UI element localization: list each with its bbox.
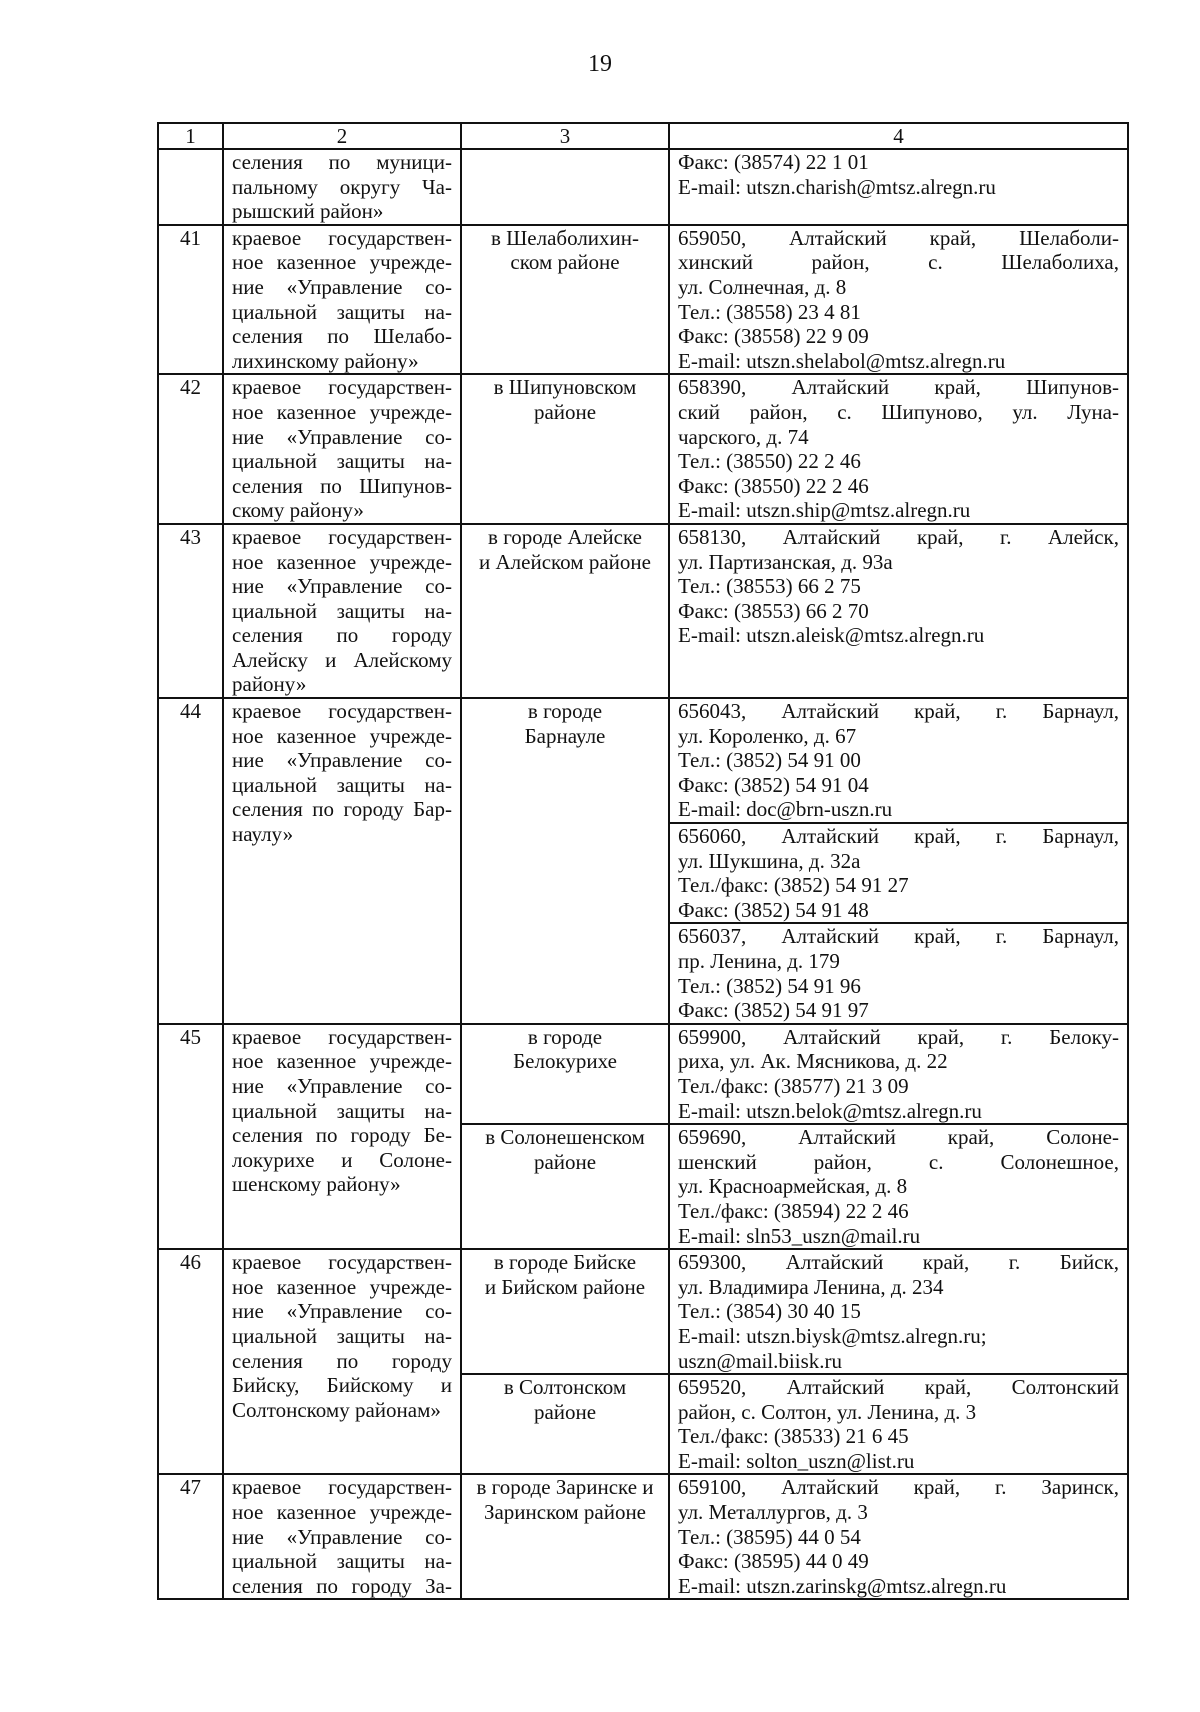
service-area-line: и Бийском районе (484, 1274, 646, 1299)
contact-line: 659520, Алтайский край, Солтонский (678, 1375, 1119, 1400)
contact-line: Тел.: (3852) 54 91 00 (678, 748, 861, 773)
organization-cell (223, 374, 461, 524)
contact-line: E-mail: utszn.zarinskg@mtsz.alregn.ru (678, 1573, 1007, 1598)
organization-line: краевое государствен- (232, 1024, 452, 1049)
organization-line: селения по муници- (232, 150, 452, 174)
organization-line: ние «Управление со- (232, 1299, 452, 1324)
contacts-cell (669, 149, 1128, 225)
organization-line: ние «Управление со- (232, 1524, 452, 1549)
organization-line: скому району» (232, 498, 364, 523)
contact-line: 659900, Алтайский край, г. Белоку- (678, 1024, 1119, 1049)
service-area-cell (461, 1124, 669, 1249)
organization-line: ное казенное учрежде- (232, 1049, 452, 1074)
contacts-cell (669, 1024, 1128, 1124)
organization-line: Солтонскому районам» (232, 1397, 441, 1422)
organization-line: селения по городу Бар- (232, 797, 452, 822)
contact-line: E-mail: solton_uszn@list.ru (678, 1448, 915, 1473)
header-row (158, 123, 1128, 149)
table-row (158, 225, 1128, 375)
service-area-line: районе (533, 1399, 597, 1424)
contact-line: Тел./факс: (38577) 21 3 09 (678, 1073, 909, 1098)
table-header (158, 123, 1128, 149)
contacts-cell (669, 225, 1128, 375)
contact-line: ул. Шукшина, д. 32а (678, 848, 861, 873)
table-row (158, 1474, 1128, 1599)
contact-line: Факс: (38553) 66 2 70 (678, 598, 869, 623)
organization-line: ние «Управление со- (232, 424, 452, 449)
contact-line: 658390, Алтайский край, Шипунов- (678, 375, 1119, 400)
service-area-line: в городе (527, 1024, 603, 1049)
organization-line: наулу» (232, 822, 294, 847)
contact-line: Тел./факс: (3852) 54 91 27 (678, 873, 909, 898)
service-area-line: в Солтонском (503, 1375, 627, 1400)
contact-line: пр. Ленина, д. 179 (678, 949, 840, 973)
institutions-table (157, 122, 1129, 1600)
service-area-line: в городе Бийске (493, 1250, 637, 1275)
contacts-cell (669, 1374, 1128, 1474)
service-area-line: ском районе (510, 250, 620, 275)
page-number: 19 (588, 51, 612, 77)
organization-line: району» (232, 672, 307, 697)
contact-line: район, с. Солтон, ул. Ленина, д. 3 (678, 1399, 977, 1424)
table-row (158, 524, 1128, 698)
organization-cell (223, 1024, 461, 1249)
organization-line: циальной защиты на- (232, 299, 452, 324)
contacts-cell (669, 1249, 1128, 1374)
table-body (158, 149, 1128, 1599)
contacts-cell (669, 524, 1128, 698)
organization-cell (223, 524, 461, 698)
contact-line: риха, ул. Ак. Мясникова, д. 22 (678, 1049, 948, 1074)
contact-line: шенский район, с. Солонешное, (678, 1149, 1119, 1174)
contact-line: Тел.: (3852) 54 91 96 (678, 973, 861, 998)
organization-line: краевое государствен- (232, 1475, 452, 1500)
contact-line: 659050, Алтайский край, Шелаболи- (678, 225, 1119, 250)
organization-line: рышский район» (232, 199, 384, 224)
contact-line: Факс: (3852) 54 91 48 (678, 897, 869, 922)
organization-line: циальной защиты на- (232, 772, 452, 797)
contacts-cell (669, 823, 1128, 923)
row-number: 47 (158, 1474, 223, 1599)
row-number: 41 (158, 225, 223, 375)
service-area-line: в городе Алейске (488, 524, 642, 549)
service-area-line: и Алейском районе (479, 549, 651, 574)
header-col-2: 2 (223, 123, 461, 149)
contact-line: uszn@mail.biisk.ru (678, 1348, 842, 1373)
contact-line: 659690, Алтайский край, Солоне- (678, 1125, 1119, 1150)
table-row (158, 374, 1128, 524)
contact-line: E-mail: utszn.ship@mtsz.alregn.ru (678, 498, 971, 523)
contact-line: Тел.: (38553) 66 2 75 (678, 574, 861, 599)
contact-line: E-mail: sln53_uszn@mail.ru (678, 1223, 921, 1248)
organization-line: селения по городу (232, 1348, 452, 1373)
row-number: 43 (158, 524, 223, 698)
organization-line: селения по Шипунов- (232, 473, 452, 498)
service-area-cell (461, 1474, 669, 1599)
contact-line: хинский район, с. Шелаболиха, (678, 250, 1119, 275)
service-area-cell (461, 225, 669, 375)
contact-line: E-mail: utszn.aleisk@mtsz.alregn.ru (678, 623, 985, 648)
contact-line: ул. Короленко, д. 67 (678, 723, 857, 748)
organization-line: шенскому району» (232, 1172, 401, 1197)
organization-line: ние «Управление со- (232, 574, 452, 599)
contact-line: Факс: (38595) 44 0 49 (678, 1549, 869, 1574)
organization-cell (223, 698, 461, 1024)
organization-line: ние «Управление со- (232, 274, 452, 299)
service-area-cell (461, 1024, 669, 1124)
contact-line: ский район, с. Шипуново, ул. Луна- (678, 399, 1119, 424)
organization-line: циальной защиты на- (232, 1098, 452, 1123)
service-area-cell (461, 1249, 669, 1374)
contact-line: Тел./факс: (38594) 22 2 46 (678, 1198, 909, 1223)
organization-line: лихинскому району» (232, 348, 419, 373)
contacts-cell (669, 374, 1128, 524)
organization-line: ние «Управление со- (232, 1073, 452, 1098)
organization-line: селения по Шелабо- (232, 324, 452, 349)
service-area-line: в Шипуновском (493, 375, 637, 400)
organization-line: краевое государствен- (232, 225, 452, 250)
service-area-cell (461, 1374, 669, 1474)
organization-line: ние «Управление со- (232, 748, 452, 773)
contact-line: ул. Красноармейская, д. 8 (678, 1174, 908, 1199)
row-number: 46 (158, 1249, 223, 1474)
service-area-cell (461, 524, 669, 698)
organization-line: ное казенное учрежде- (232, 1274, 452, 1299)
contact-line: Факс: (38550) 22 2 46 (678, 473, 869, 498)
organization-cell (223, 225, 461, 375)
contact-line: Тел.: (38595) 44 0 54 (678, 1524, 861, 1549)
organization-line: селения по городу За- (232, 1573, 452, 1598)
organization-line: пальному округу Ча- (232, 174, 452, 199)
organization-line: циальной защиты на- (232, 449, 452, 474)
service-area-line: районе (533, 1149, 597, 1174)
service-area-line: в городе (527, 699, 603, 724)
organization-line: ное казенное учрежде- (232, 723, 452, 748)
organization-line: Бийску, Бийскому и (232, 1373, 452, 1398)
contact-line: Факс: (3852) 54 91 97 (678, 998, 869, 1023)
service-area-line: в Шелаболихин- (490, 225, 640, 250)
service-area-line: Барнауле (524, 723, 606, 748)
service-area-line: в Солонешенском (485, 1125, 645, 1150)
contact-line: Тел.: (3854) 30 40 15 (678, 1299, 861, 1324)
row-number: 44 (158, 698, 223, 1024)
organization-line: селения по городу (232, 623, 452, 648)
organization-line: Алейску и Алейскому (232, 647, 452, 672)
contact-line: E-mail: utszn.charish@mtsz.alregn.ru (678, 174, 996, 199)
service-area-line: Заринском районе (483, 1500, 647, 1525)
header-col-4: 4 (669, 123, 1128, 149)
organization-line: селения по городу Бе- (232, 1123, 452, 1148)
organization-cell (223, 149, 461, 225)
contact-line: E-mail: utszn.belok@mtsz.alregn.ru (678, 1098, 982, 1123)
contacts-cell (669, 923, 1128, 1023)
contact-line: Факс: (3852) 54 91 04 (678, 772, 869, 797)
organization-cell (223, 1249, 461, 1474)
header-col-1: 1 (158, 123, 223, 149)
table-row (158, 698, 1128, 823)
service-area-line: Белокурихе (513, 1049, 617, 1074)
contact-line: Тел.: (38558) 23 4 81 (678, 299, 861, 324)
organization-line: ное казенное учрежде- (232, 1500, 452, 1525)
contact-line: Тел./факс: (38533) 21 6 45 (678, 1424, 909, 1449)
table-row (158, 149, 1128, 225)
organization-line: ное казенное учрежде- (232, 399, 452, 424)
organization-cell (223, 1474, 461, 1599)
contact-line: Факс: (38574) 22 1 01 (678, 150, 869, 174)
contact-line: ул. Металлургов, д. 3 (678, 1500, 868, 1525)
contact-line: ул. Владимира Ленина, д. 234 (678, 1274, 944, 1299)
row-number: 42 (158, 374, 223, 524)
service-area-line: в городе Заринске и (476, 1475, 654, 1500)
contact-line: E-mail: utszn.shelabol@mtsz.alregn.ru (678, 348, 1006, 373)
organization-line: краевое государствен- (232, 1250, 452, 1275)
organization-line: циальной защиты на- (232, 598, 452, 623)
organization-line: циальной защиты на- (232, 1323, 452, 1348)
contact-line: чарского, д. 74 (678, 424, 809, 449)
service-area-line: районе (533, 399, 597, 424)
organization-line: ное казенное учрежде- (232, 549, 452, 574)
table-row (158, 1024, 1128, 1124)
contact-line: 656037, Алтайский край, г. Барнаул, (678, 924, 1119, 949)
contact-line: 656043, Алтайский край, г. Барнаул, (678, 699, 1119, 724)
contact-line: Факс: (38558) 22 9 09 (678, 324, 869, 349)
table-row (158, 1249, 1128, 1374)
service-area-cell (461, 698, 669, 1024)
service-area-cell (461, 149, 669, 225)
organization-line: краевое государствен- (232, 699, 452, 724)
service-area-cell (461, 374, 669, 524)
organization-line: краевое государствен- (232, 524, 452, 549)
contact-line: 659100, Алтайский край, г. Заринск, (678, 1475, 1119, 1500)
contact-line: E-mail: doc@brn-uszn.ru (678, 797, 893, 822)
header-col-3: 3 (461, 123, 669, 149)
contacts-cell (669, 1124, 1128, 1249)
contacts-cell (669, 698, 1128, 823)
organization-line: краевое государствен- (232, 375, 452, 400)
organization-line: циальной защиты на- (232, 1549, 452, 1574)
organization-line: ное казенное учрежде- (232, 250, 452, 275)
contact-line: E-mail: utszn.biysk@mtsz.alregn.ru; (678, 1323, 987, 1348)
contact-line: 658130, Алтайский край, г. Алейск, (678, 524, 1119, 549)
contact-line: 659300, Алтайский край, г. Бийск, (678, 1250, 1119, 1275)
contact-line: 656060, Алтайский край, г. Барнаул, (678, 824, 1119, 849)
row-number (158, 149, 223, 225)
organization-line: локурихе и Солоне- (232, 1147, 452, 1172)
contact-line: ул. Солнечная, д. 8 (678, 274, 847, 299)
row-number: 45 (158, 1024, 223, 1249)
contact-line: ул. Партизанская, д. 93а (678, 549, 893, 574)
contact-line: Тел.: (38550) 22 2 46 (678, 449, 861, 474)
contacts-cell (669, 1474, 1128, 1599)
